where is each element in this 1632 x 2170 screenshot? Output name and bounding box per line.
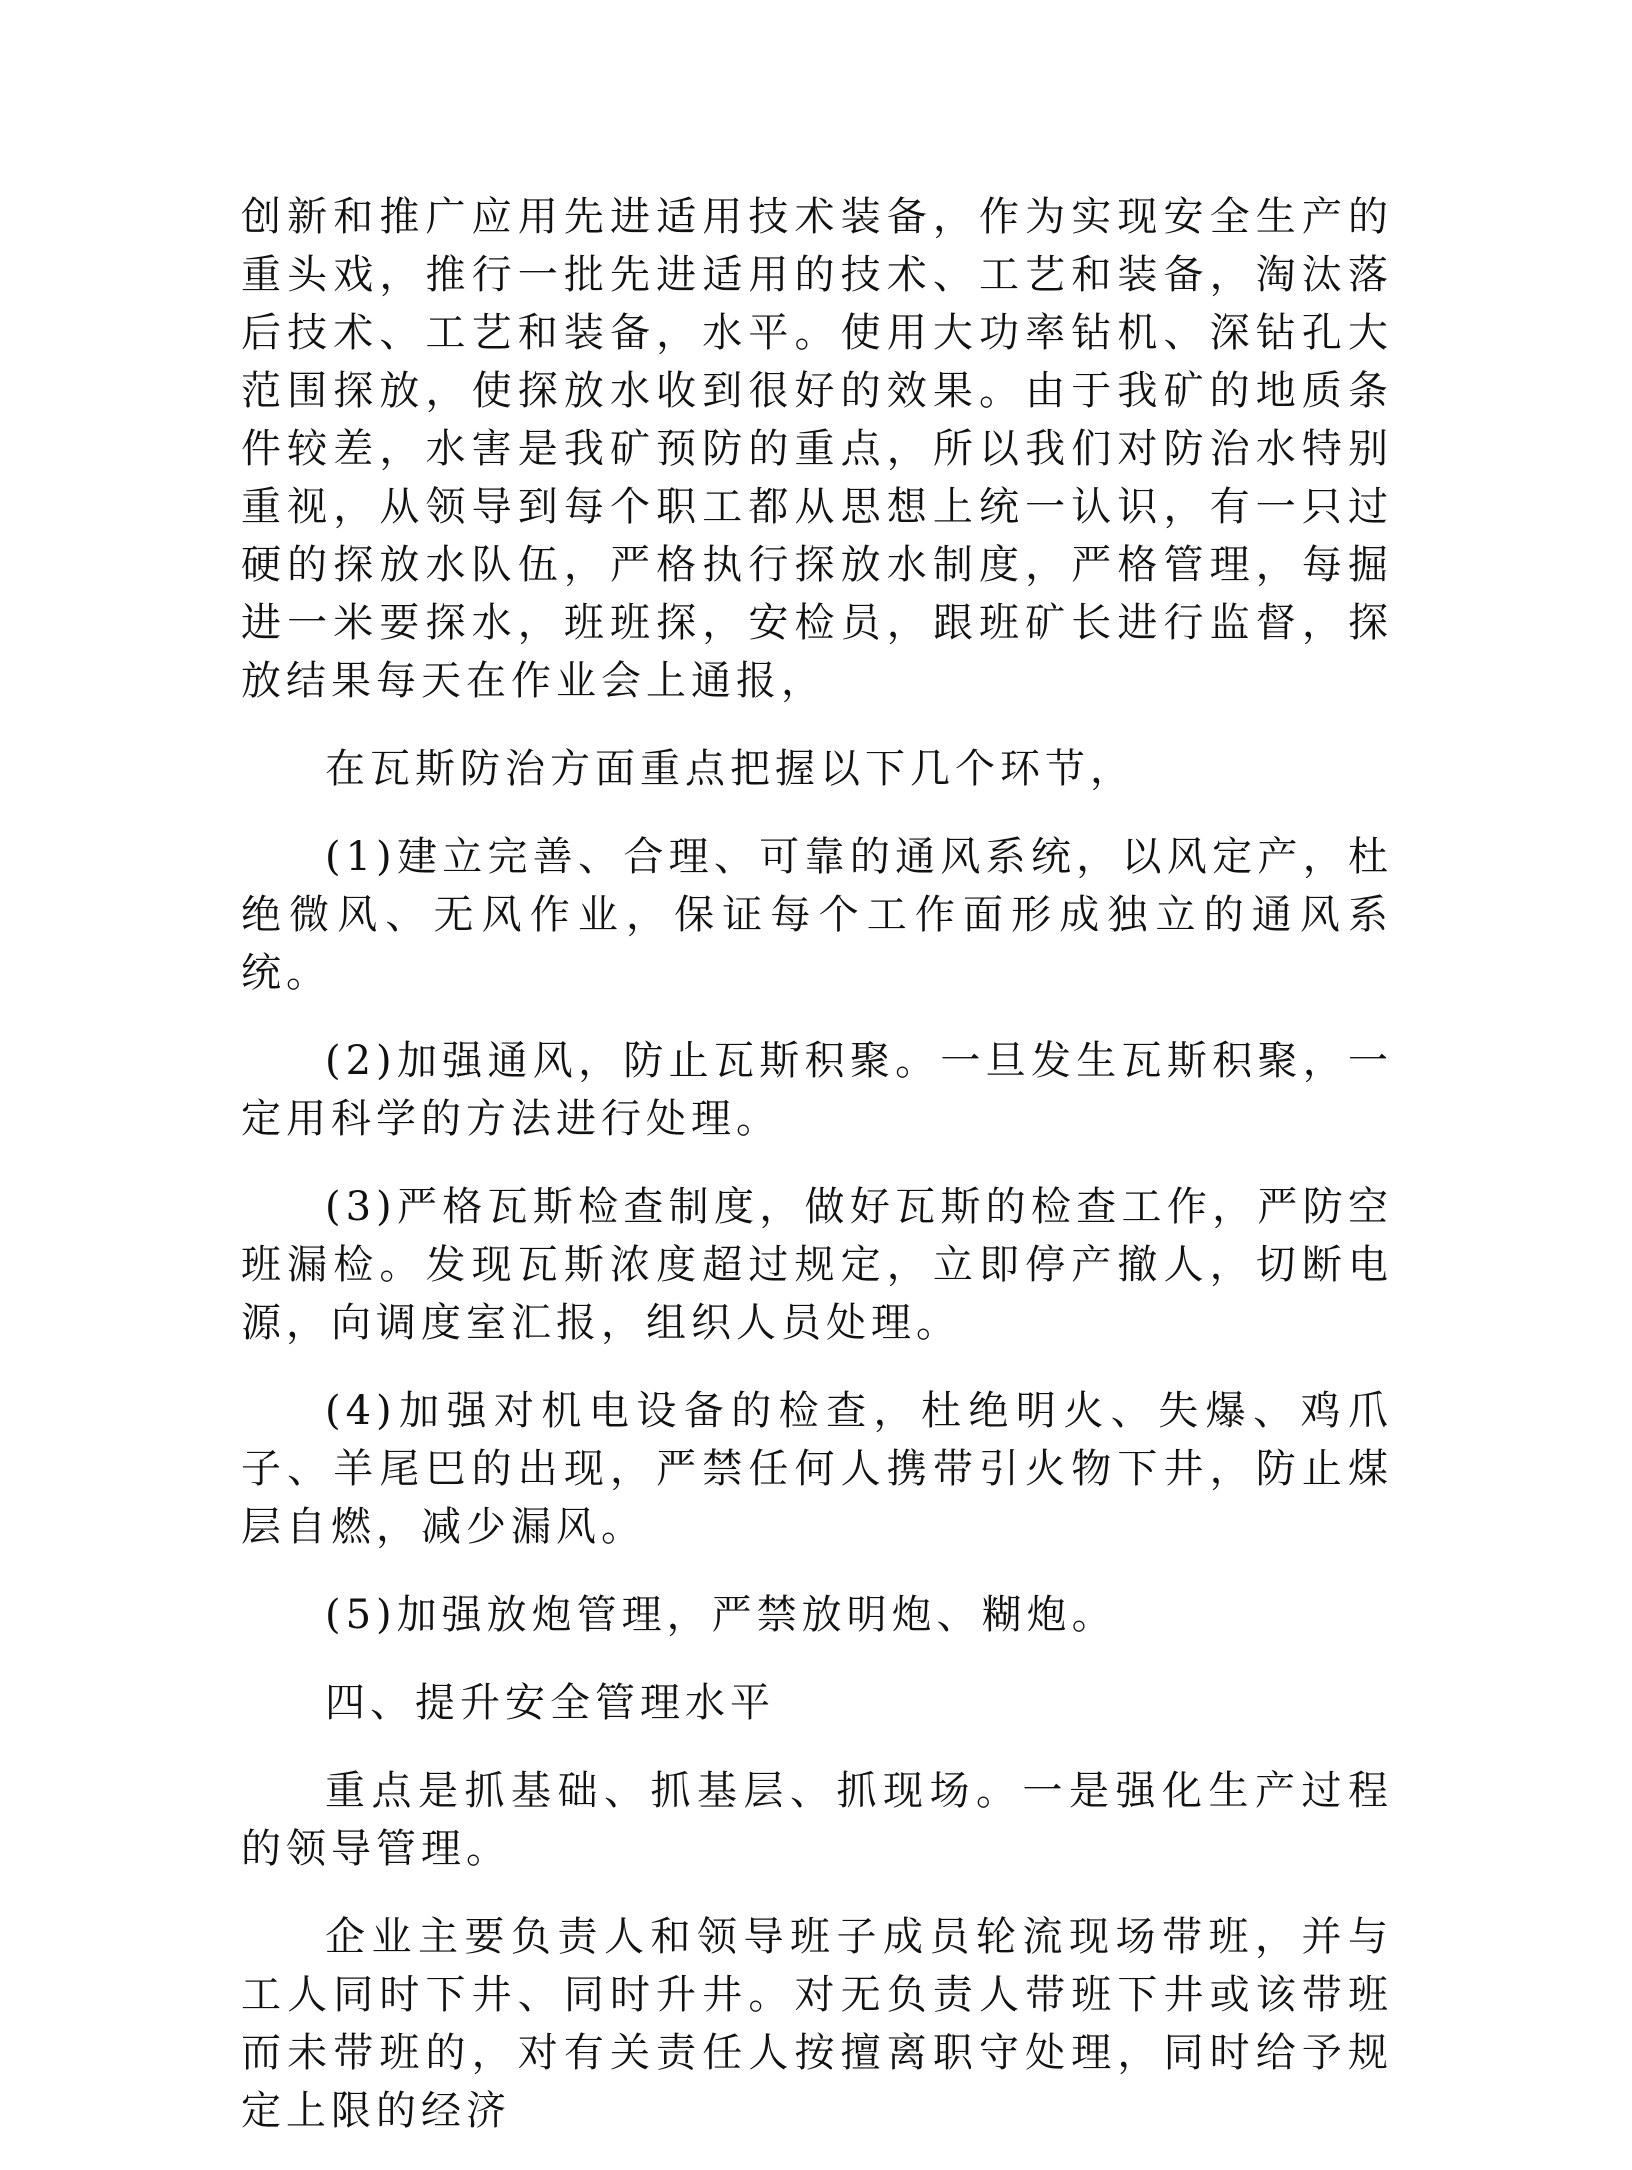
paragraph: 创新和推广应用先进适用技术装备，作为实现安全生产的重头戏，推行一批先进适用的技术、工艺和装备，淘汰落后技术、工艺和装备，水平。使用大功率钻机、深钻孔大范围探放，使探放水收到很好的效果。由于我矿的地质条件较差，水害是我矿预防的重点，所以我们对防治水特别重视，从领导到每个职工都从思想上统一认识，有一只过硬的探放水队伍，严格执行探放水制度，严格管理，每掘进一米要探水，班班探，安检员，跟班矿长进行监督，探放结果每天在作业会上通报， — [241, 194, 1393, 704]
paragraph: (3)严格瓦斯检查制度，做好瓦斯的检查工作，严防空班漏检。发现瓦斯浓度超过规定，立即停产撤人，切断电源，向调度室汇报，组织人员处理。 — [241, 1184, 1393, 1346]
paragraph: 企业主要负责人和领导班子成员轮流现场带班，并与工人同时下井、同时升井。对无负责人带班下井或该带班而未带班的，对有关责任人按擅离职守处理，同时给予规定上限的经济 — [241, 1914, 1393, 2134]
paragraph: 在瓦斯防治方面重点把握以下几个环节， — [325, 746, 1135, 792]
document-page — [241, 188, 1393, 2170]
paragraph: (1)建立完善、合理、可靠的通风系统，以风定产，杜绝微风、无风作业，保证每个工作面形成独立的通风系统。 — [241, 834, 1393, 996]
paragraph: (2)加强通风，防止瓦斯积聚。一旦发生瓦斯积聚，一定用科学的方法进行处理。 — [241, 1038, 1393, 1142]
paragraph: (5)加强放炮管理，严禁放明炮、糊炮。 — [325, 1592, 1117, 1638]
paragraph: 重点是抓基础、抓基层、抓现场。一是强化生产过程的领导管理。 — [241, 1768, 1393, 1872]
paragraph: (4)加强对机电设备的检查，杜绝明火、失爆、鸡爪子、羊尾巴的出现，严禁任何人携带引火物下井，防止煤层自燃，减少漏风。 — [241, 1388, 1393, 1550]
section-heading: 四、提升安全管理水平 — [325, 1680, 775, 1726]
